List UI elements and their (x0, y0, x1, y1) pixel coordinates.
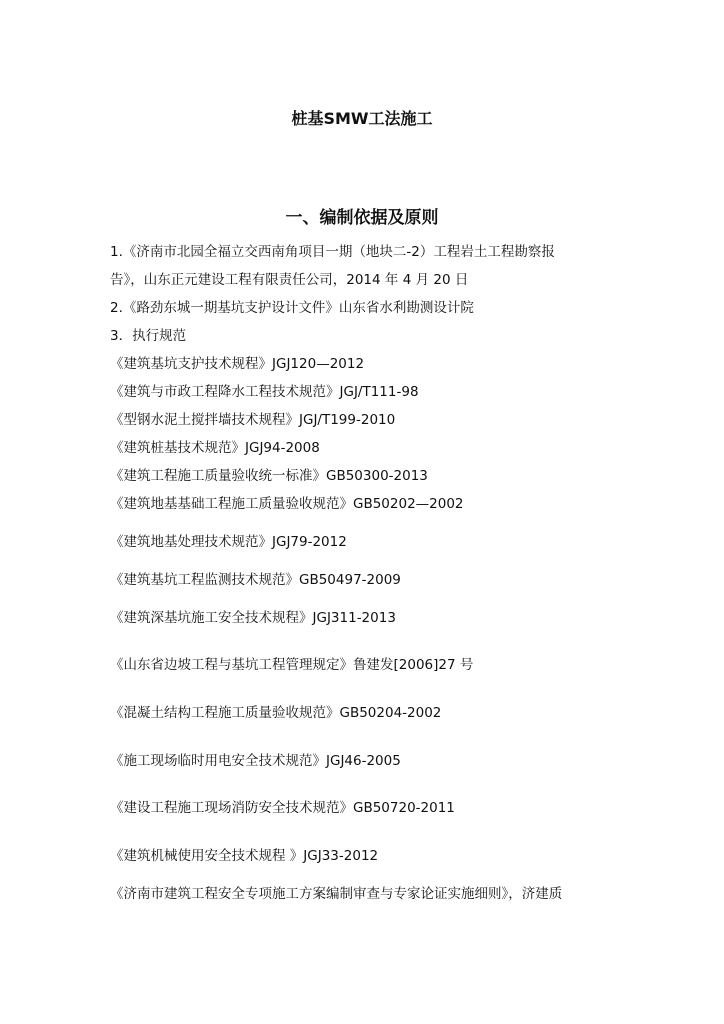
standard-item: 《建筑地基基础工程施工质量验收规范》GB50202—2002 (110, 496, 464, 512)
standard-item: 《建筑深基坑施工安全技术规程》JGJ311-2013 (110, 610, 396, 626)
standard-item: 《建筑桩基技术规范》JGJ94-2008 (110, 440, 320, 456)
standard-item: 《建筑机械使用安全技术规程 》JGJ33-2012 (110, 848, 379, 864)
standard-item: 《建筑与市政工程降水工程技术规范》JGJ/T111-98 (110, 384, 419, 400)
section-heading: 一、编制依据及原则 (285, 208, 439, 228)
standard-item: 《山东省边坡工程与基坑工程管理规定》鲁建发[2006]27 号 (110, 657, 474, 673)
standard-item: 《型钢水泥土搅拌墙技术规程》JGJ/T199-2010 (110, 412, 396, 428)
text-line: 2.《路劲东城一期基坑支护设计文件》山东省水利勘测设计院 (110, 300, 474, 316)
standard-item: 《施工现场临时用电安全技术规范》JGJ46-2005 (110, 753, 401, 769)
standard-item: 《建筑地基处理技术规范》JGJ79-2012 (110, 534, 347, 550)
text-line: 告》，山东正元建设工程有限责任公司，2014 年 4 月 20 日 (110, 272, 469, 288)
standard-item: 《建设工程施工现场消防安全技术规范》GB50720-2011 (110, 800, 455, 816)
standard-item: 《建筑基坑支护技术规程》JGJ120—2012 (110, 356, 365, 372)
document-title: 桩基SMW工法施工 (291, 109, 433, 128)
text-line: 1.《济南市北园全福立交西南角项目一期（地块二-2）工程岩土工程勘察报 (110, 244, 555, 260)
standard-item: 《混凝土结构工程施工质量验收规范》GB50204-2002 (110, 705, 442, 721)
text-line: 3．执行规范 (110, 328, 187, 344)
standard-item: 《济南市建筑工程安全专项施工方案编制审查与专家论证实施细则》，济建质 (110, 886, 563, 902)
standard-item: 《建筑工程施工质量验收统一标准》GB50300-2013 (110, 468, 428, 484)
standard-item: 《建筑基坑工程监测技术规范》GB50497-2009 (110, 572, 401, 588)
